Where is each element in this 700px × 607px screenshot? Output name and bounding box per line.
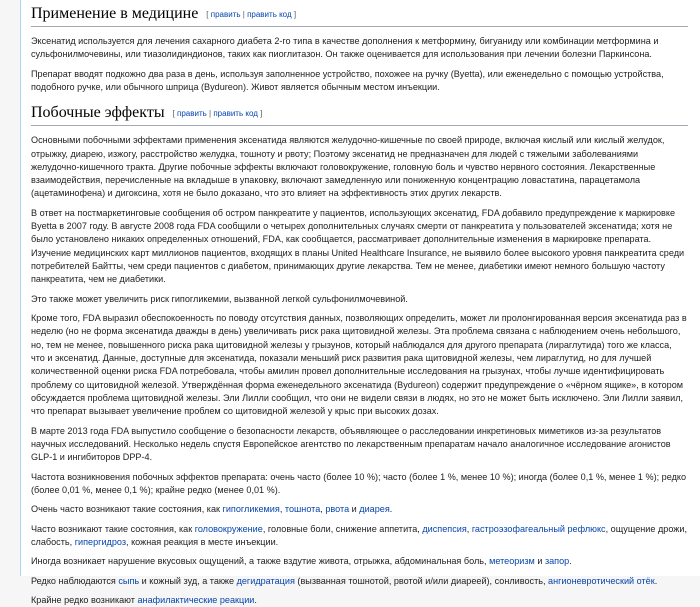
section-heading-side-effects — [31, 103, 688, 126]
section-heading-text: Побочные эффекты — [31, 104, 165, 122]
edit-code-link[interactable]: править код — [247, 10, 292, 19]
text: . — [389, 504, 393, 515]
paragraph: Частота возникновения побочных эффектов препарата: очень часто (более 10 %); часто (более 1 %, менее 10 %); иногда (более 0,1 %, менее 1 %); редко (более 0,01 %, менее 0,1 %); крайне редко (менее 0,01 %). — [31, 471, 687, 495]
link-vomiting[interactable]: рвота — [325, 504, 350, 515]
text: , — [466, 523, 472, 534]
text: и — [349, 504, 360, 515]
paragraph: В ответ на постмаркетинговые сообщения об остром панкреатите у пациентов, использующих эксенатид, FDA добавило предупреждение к маркировке Byetta в 2007 году. В августе 2008 года FDA сообщили о четырех дополнительных случаях смерти от панкреатита у пользователей эксенатида; хотя не было установлено никаких определенных отношений, FDA, как сообщается, рассматривает дополнительные изменения в маркировке препарата. Изучение медицинских карт миллионов пациентов, входящих в планы United Healthcare Insurance, не выявило более высокого уровня панкреатита среди потребителей Байтты, чем среди пациентов с диабетом, принимающих другие лекарства. Тем не менее, диабетики имеют немного большую частоту панкреатита, чем не диабетики. — [31, 207, 685, 285]
link-rash[interactable]: сыпь — [118, 575, 140, 586]
edit-link[interactable]: править — [177, 109, 207, 119]
link-diarrhea[interactable]: диарея — [359, 504, 390, 515]
text: . — [254, 595, 257, 606]
edit-link[interactable]: править — [210, 10, 241, 19]
section-heading-text: Применение в медицине — [31, 5, 199, 22]
text: , — [320, 504, 326, 515]
paragraph: Это также может увеличить риск гипогликемии, вызванной легкой сульфонилмочевиной. — [31, 293, 408, 304]
edit-separator: | — [209, 109, 212, 119]
link-nausea[interactable]: тошнота — [284, 504, 321, 515]
text: , ощущение дрожи, слабость, — [31, 523, 687, 547]
edit-separator: | — [242, 10, 245, 19]
edit-section-links: [ править | править код ] — [172, 109, 263, 119]
text: Иногда возникает нарушение вкусовых ощущений, а также вздутие живота, отрыжка, абдоминальная боль, — [31, 556, 490, 567]
link-gerd[interactable]: гастроэзофагеальный рефлюкс — [471, 523, 606, 534]
edit-section-links: [ править | править код ] — [206, 10, 297, 19]
text: Редко наблюдаются — [31, 575, 119, 586]
paragraph: Препарат вводят подкожно два раза в день, используя заполненное устройство, похожее на ручку (Byetta), или еженедельно с помощью устройства, подобного ручке, или обычного шприца (Bydureon). Живот является обычным местом инъекции. — [31, 68, 664, 92]
paragraph-sometimes — [31, 555, 688, 568]
article-content — [20, 0, 700, 606]
section-heading-medicine — [31, 4, 688, 27]
text: Крайне редко возникают — [31, 595, 138, 606]
text: (вызванная тошнотой, рвотой и/или диареей), сонливость, — [294, 575, 549, 586]
link-dizziness[interactable]: головокружение — [194, 523, 263, 534]
link-dyspepsia[interactable]: диспепсия — [422, 523, 467, 534]
text: , головные боли, снижение аппетита, — [262, 523, 423, 534]
paragraph-rarely — [31, 575, 688, 588]
edit-code-link[interactable]: править код — [213, 109, 258, 119]
link-dehydration[interactable]: дегидратация — [236, 575, 295, 586]
text: . — [654, 575, 658, 586]
link-hyperhidrosis[interactable]: гипергидроз — [74, 536, 127, 547]
text: Часто возникают такие состояния, как — [31, 523, 195, 534]
text: . — [569, 556, 572, 567]
paragraph: Основными побочными эффектами применения эксенатида являются желудочно-кишечные по своей природе, включая кислый или кислый желудок, отрыжку, диарею, изжогу, расстройство желудка, тошноту и рвоту; Поэтому эксенатид не предназначен для людей с тяжелыми заболеваниями желудочно-кишечного тракта. Другие побочные эффекты включают головокружение, головную боль и чувство нервного состояния. Лекарственные взаимодействия, перечисленные на вкладыше в упаковку, включают замедленную или пониженную концентрацию ловастатина, парацетамола (ацетаминофена) и дигоксина, хотя не было доказано, что это влияет на эффективность этих других лекарств. — [31, 135, 665, 199]
paragraph: В марте 2013 года FDA выпустило сообщение о безопасности лекарств, объявляющее о расследовании инкретиновых миметиков из-за результатов научных исследований. Несколько недель спустя Европейское агентство по лекарственным препаратам начало аналогичное исследование агонистов GLP-1 и ингибиторов DPP-4. — [31, 425, 671, 463]
paragraph-often — [31, 523, 688, 550]
text: , — [279, 504, 285, 515]
link-constipation[interactable]: запор — [544, 556, 570, 567]
text: Очень часто возникают такие состояния, как — [31, 504, 223, 515]
paragraph: Эксенатид используется для лечения сахарного диабета 2-го типа в качестве дополнения к метформину, бигуаниду или комбинации метформина и сульфонилмочевины, или тиазолидиндионов, таких как пиоглитазон. Он также оценивается для использования при лечении болезни Паркинсона. — [31, 36, 659, 60]
link-anaphylaxis[interactable]: анафилактические реакции — [137, 595, 255, 606]
text: и — [534, 556, 545, 567]
paragraph-very-often — [31, 503, 688, 516]
text: , кожная реакция в месте инъекции. — [126, 536, 279, 547]
paragraph: Кроме того, FDA выразил обеспокоенность по поводу отсутствия данных, позволяющих определить, может ли пролонгированная версия эксенатида раз в неделю (но не форма эксенатида дважды в день) увеличивать риск рака щитовидной железы. Эта проблема связана с наблюдением очень небольшого, но, тем не менее, повышенного риска рака щитовидной железы у грызунов, который наблюдался для другого препарата (лираглутида) того же класса, что и эксенатид. Данные, доступные для эксенатида, показали меньший риск развития рака щитовидной железы, чем лираглутид, но для лучшей количественной оценки риска FDA потребовала, чтобы амилин провел дополнительные исследования на грызунах, чтобы лучше идентифицировать проблему со щитовидной железой. Утверждённая форма еженедельного эксенатида (Bydureon) содержит предупреждение о «чёрном ящике», в котором обсуждается проблема щитовидной железы. Эли Лилли сообщил, что они не видели связи в людях, но это не может быть исключено. Эли Лилли заявил, что препарат вызывает увеличение проблем со щитовидной железой у крыс при высоких дозах. — [31, 313, 687, 417]
link-flatulence[interactable]: метеоризм — [489, 556, 535, 567]
link-angioedema[interactable]: ангионевротический отёк — [548, 575, 655, 586]
text: и кожный зуд, а также — [139, 575, 237, 586]
link-hypoglycemia[interactable]: гипогликемия — [222, 504, 280, 515]
paragraph-very-rarely — [31, 594, 688, 607]
